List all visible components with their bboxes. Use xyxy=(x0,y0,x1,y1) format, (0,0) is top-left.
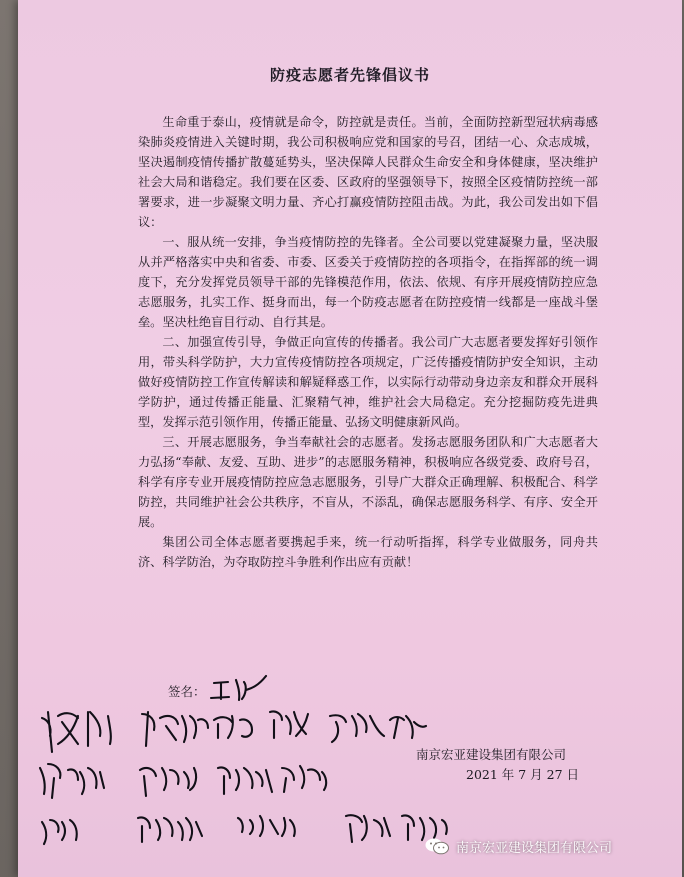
document-paper xyxy=(18,0,682,877)
signature-3 xyxy=(142,712,208,746)
signature-2 xyxy=(42,712,111,752)
signature-9 xyxy=(140,768,196,796)
signature-10 xyxy=(218,767,272,794)
paragraph-closing: 集团公司全体志愿者要携起手来，统一行动听指挥，科学专业做服务，同舟共济、科学防治，为夺取防控斗争胜利作出应有贡献！ xyxy=(138,535,598,569)
paragraph-point-three: 三、开展志愿服务，争当奉献社会的志愿者。发扬志愿服务团队和广大志愿者大力弘扬“奉献、友爱、互助、进步”的志愿服务精神，积极响应各级党委、政府号召，科学有序专业开展疫情防控应急志愿服务，引导广大群众正确理解、积极配合、科学防控，共同维护社会公共秩序，不盲从，不添乱，确保志愿服务科学、有序、安全开展。 xyxy=(138,435,598,529)
watermark-text: 南京宏亚建设集团有限公司 xyxy=(456,840,613,856)
paragraph-point-one: 一、服从统一安排，争当疫情防控的先锋者。全公司要以党建凝聚力量，坚决服从并严格落实中央和省委、市委、区委关于疫情防控的各项指令，在指挥部的统一调度下，充分发挥党员领导干部的先锋模范作用，依法、依规、有序开展疫情防控应急志愿服务，扎实工作、挺身而出，每一个防疫志愿者在防控疫情一线都是一座战斗堡垒。坚决杜绝盲目行动、自行其是。 xyxy=(138,235,598,329)
paragraph-intro: 生命重于泰山，疫情就是命令，防控就是责任。当前，全面防控新型冠状病毒感染肺炎疫情进入关键时期，我公司积极响应党和国家的号召，团结一心、众志成城，坚决遏制疫情传播扩散蔓延势头，坚决保障人民群众生命安全和身体健康，坚决维护社会大局和谐稳定。我们要在区委、区政府的坚强领导下，按照全区疫情防控统一部署要求，进一步凝聚文明力量、齐心打赢疫情防控阻击战。为此，我公司发出如下倡议： xyxy=(138,115,598,229)
paragraph-point-two: 二、加强宣传引导，争做正向宣传的传播者。我公司广大志愿者要发挥好引领作用，带头科学防护，大力宣传疫情防控各项规定，广泛传播疫情防护安全知识，主动做好疫情防控工作宣传解读和解疑释惑工作，以实际行动带动身边亲友和群众开展科学防护，通过传播正能量、汇聚精气神，维护社会大局稳定。充分挖掘防疫先进典型，发挥示范引领作用，传播正能量、弘扬文明健康新风尚。 xyxy=(138,335,598,429)
signature-4 xyxy=(214,716,252,738)
signature-5 xyxy=(270,711,308,738)
signature-13 xyxy=(138,817,202,842)
signature-8 xyxy=(40,764,104,798)
signature-11 xyxy=(282,766,326,792)
signature-7 xyxy=(390,716,426,738)
signature-6 xyxy=(330,714,384,742)
signature-label: 签名： xyxy=(168,684,206,699)
signature-15 xyxy=(346,815,390,842)
signature-1 xyxy=(211,676,266,700)
signature-12 xyxy=(42,820,77,844)
handwritten-signatures xyxy=(18,0,682,877)
document-date: 2021 年 7 月 27 日 xyxy=(466,767,580,782)
wechat-icon xyxy=(424,837,450,855)
company-name: 南京宏亚建设集团有限公司 xyxy=(416,747,567,762)
signature-14 xyxy=(238,816,295,836)
document-title: 防疫志愿者先锋倡议书 xyxy=(269,66,430,84)
watermark xyxy=(424,836,612,856)
